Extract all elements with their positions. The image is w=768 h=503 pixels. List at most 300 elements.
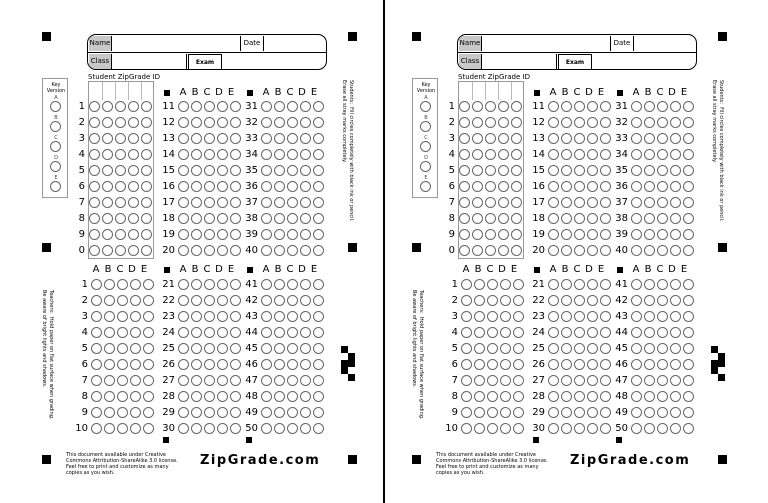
answer-bubble[interactable] bbox=[178, 359, 189, 370]
answer-bubble[interactable] bbox=[102, 245, 113, 256]
answer-bubble[interactable] bbox=[670, 375, 681, 386]
answer-bubble[interactable] bbox=[191, 101, 202, 112]
answer-bubble[interactable] bbox=[561, 311, 572, 322]
answer-bubble[interactable] bbox=[500, 375, 511, 386]
answer-bubble[interactable] bbox=[657, 343, 668, 354]
answer-bubble[interactable] bbox=[313, 181, 324, 192]
answer-bubble[interactable] bbox=[683, 165, 694, 176]
answer-bubble[interactable] bbox=[141, 245, 152, 256]
answer-bubble[interactable] bbox=[89, 229, 100, 240]
answer-bubble[interactable] bbox=[115, 181, 126, 192]
answer-bubble[interactable] bbox=[313, 165, 324, 176]
answer-bubble[interactable] bbox=[683, 423, 694, 434]
answer-bubble[interactable] bbox=[657, 213, 668, 224]
answer-bubble[interactable] bbox=[217, 391, 228, 402]
answer-bubble[interactable] bbox=[217, 279, 228, 290]
answer-bubble[interactable] bbox=[487, 423, 498, 434]
answer-bubble[interactable] bbox=[548, 245, 559, 256]
answer-bubble[interactable] bbox=[644, 101, 655, 112]
answer-bubble[interactable] bbox=[498, 213, 509, 224]
answer-bubble[interactable] bbox=[511, 117, 522, 128]
answer-bubble[interactable] bbox=[511, 101, 522, 112]
answer-bubble[interactable] bbox=[461, 343, 472, 354]
answer-bubble[interactable] bbox=[274, 327, 285, 338]
answer-bubble[interactable] bbox=[141, 117, 152, 128]
answer-bubble[interactable] bbox=[574, 229, 585, 240]
answer-bubble[interactable] bbox=[117, 327, 128, 338]
answer-bubble[interactable] bbox=[178, 117, 189, 128]
answer-bubble[interactable] bbox=[261, 391, 272, 402]
answer-bubble[interactable] bbox=[574, 245, 585, 256]
answer-bubble[interactable] bbox=[91, 327, 102, 338]
answer-bubble[interactable] bbox=[102, 149, 113, 160]
answer-bubble[interactable] bbox=[574, 407, 585, 418]
answer-bubble[interactable] bbox=[461, 327, 472, 338]
answer-bubble[interactable] bbox=[130, 391, 141, 402]
answer-bubble[interactable] bbox=[474, 407, 485, 418]
answer-bubble[interactable] bbox=[631, 197, 642, 208]
answer-bubble[interactable] bbox=[117, 359, 128, 370]
answer-bubble[interactable] bbox=[115, 117, 126, 128]
answer-bubble[interactable] bbox=[498, 133, 509, 144]
answer-bubble[interactable] bbox=[141, 181, 152, 192]
answer-bubble[interactable] bbox=[472, 181, 483, 192]
answer-bubble[interactable] bbox=[574, 279, 585, 290]
answer-bubble[interactable] bbox=[115, 245, 126, 256]
answer-bubble[interactable] bbox=[91, 311, 102, 322]
answer-bubble[interactable] bbox=[574, 101, 585, 112]
answer-bubble[interactable] bbox=[261, 181, 272, 192]
answer-bubble[interactable] bbox=[631, 165, 642, 176]
answer-bubble[interactable] bbox=[217, 359, 228, 370]
answer-bubble[interactable] bbox=[274, 213, 285, 224]
answer-bubble[interactable] bbox=[461, 311, 472, 322]
answer-bubble[interactable] bbox=[631, 181, 642, 192]
answer-bubble[interactable] bbox=[191, 149, 202, 160]
answer-bubble[interactable] bbox=[191, 375, 202, 386]
answer-bubble[interactable] bbox=[474, 343, 485, 354]
answer-bubble[interactable] bbox=[631, 149, 642, 160]
answer-bubble[interactable] bbox=[474, 295, 485, 306]
answer-bubble[interactable] bbox=[683, 327, 694, 338]
answer-bubble[interactable] bbox=[274, 423, 285, 434]
answer-bubble[interactable] bbox=[191, 327, 202, 338]
answer-bubble[interactable] bbox=[548, 407, 559, 418]
answer-bubble[interactable] bbox=[461, 375, 472, 386]
answer-bubble[interactable] bbox=[115, 229, 126, 240]
answer-bubble[interactable] bbox=[204, 359, 215, 370]
answer-bubble[interactable] bbox=[104, 423, 115, 434]
answer-bubble[interactable] bbox=[461, 407, 472, 418]
answer-bubble[interactable] bbox=[631, 407, 642, 418]
answer-bubble[interactable] bbox=[191, 295, 202, 306]
answer-bubble[interactable] bbox=[143, 423, 154, 434]
answer-bubble[interactable] bbox=[574, 165, 585, 176]
answer-bubble[interactable] bbox=[300, 133, 311, 144]
answer-bubble[interactable] bbox=[683, 149, 694, 160]
answer-bubble[interactable] bbox=[548, 359, 559, 370]
answer-bubble[interactable] bbox=[644, 391, 655, 402]
answer-bubble[interactable] bbox=[683, 117, 694, 128]
answer-bubble[interactable] bbox=[498, 197, 509, 208]
answer-bubble[interactable] bbox=[683, 343, 694, 354]
answer-bubble[interactable] bbox=[261, 229, 272, 240]
answer-bubble[interactable] bbox=[274, 295, 285, 306]
answer-bubble[interactable] bbox=[261, 197, 272, 208]
answer-bubble[interactable] bbox=[300, 165, 311, 176]
answer-bubble[interactable] bbox=[191, 279, 202, 290]
answer-bubble[interactable] bbox=[461, 391, 472, 402]
answer-bubble[interactable] bbox=[287, 245, 298, 256]
answer-bubble[interactable] bbox=[472, 197, 483, 208]
answer-bubble[interactable] bbox=[261, 149, 272, 160]
answer-bubble[interactable] bbox=[313, 229, 324, 240]
answer-bubble[interactable] bbox=[91, 375, 102, 386]
answer-bubble[interactable] bbox=[191, 359, 202, 370]
answer-bubble[interactable] bbox=[130, 327, 141, 338]
answer-bubble[interactable] bbox=[472, 213, 483, 224]
answer-bubble[interactable] bbox=[574, 359, 585, 370]
answer-bubble[interactable] bbox=[274, 391, 285, 402]
answer-bubble[interactable] bbox=[128, 133, 139, 144]
answer-bubble[interactable] bbox=[587, 245, 598, 256]
answer-bubble[interactable] bbox=[561, 117, 572, 128]
answer-bubble[interactable] bbox=[561, 295, 572, 306]
answer-bubble[interactable] bbox=[178, 133, 189, 144]
answer-bubble[interactable] bbox=[204, 295, 215, 306]
answer-bubble[interactable] bbox=[217, 181, 228, 192]
answer-bubble[interactable] bbox=[91, 279, 102, 290]
answer-bubble[interactable] bbox=[574, 213, 585, 224]
answer-bubble[interactable] bbox=[561, 375, 572, 386]
answer-bubble[interactable] bbox=[300, 343, 311, 354]
answer-bubble[interactable] bbox=[644, 133, 655, 144]
answer-bubble[interactable] bbox=[657, 117, 668, 128]
answer-bubble[interactable] bbox=[548, 279, 559, 290]
answer-bubble[interactable] bbox=[631, 359, 642, 370]
answer-bubble[interactable] bbox=[102, 101, 113, 112]
key-version-bubble[interactable] bbox=[420, 161, 431, 172]
answer-bubble[interactable] bbox=[644, 407, 655, 418]
answer-bubble[interactable] bbox=[104, 375, 115, 386]
answer-bubble[interactable] bbox=[102, 181, 113, 192]
answer-bubble[interactable] bbox=[274, 279, 285, 290]
key-version-bubble[interactable] bbox=[50, 121, 61, 132]
answer-bubble[interactable] bbox=[548, 197, 559, 208]
answer-bubble[interactable] bbox=[91, 359, 102, 370]
answer-bubble[interactable] bbox=[561, 407, 572, 418]
answer-bubble[interactable] bbox=[644, 117, 655, 128]
answer-bubble[interactable] bbox=[300, 101, 311, 112]
answer-bubble[interactable] bbox=[104, 279, 115, 290]
answer-bubble[interactable] bbox=[143, 311, 154, 322]
answer-bubble[interactable] bbox=[561, 149, 572, 160]
answer-bubble[interactable] bbox=[670, 213, 681, 224]
answer-bubble[interactable] bbox=[487, 407, 498, 418]
answer-bubble[interactable] bbox=[115, 213, 126, 224]
answer-bubble[interactable] bbox=[287, 165, 298, 176]
answer-bubble[interactable] bbox=[217, 229, 228, 240]
answer-bubble[interactable] bbox=[657, 327, 668, 338]
answer-bubble[interactable] bbox=[513, 295, 524, 306]
answer-bubble[interactable] bbox=[130, 343, 141, 354]
answer-bubble[interactable] bbox=[191, 311, 202, 322]
answer-bubble[interactable] bbox=[178, 213, 189, 224]
answer-bubble[interactable] bbox=[274, 181, 285, 192]
answer-bubble[interactable] bbox=[561, 133, 572, 144]
answer-bubble[interactable] bbox=[548, 133, 559, 144]
answer-bubble[interactable] bbox=[102, 229, 113, 240]
answer-bubble[interactable] bbox=[287, 359, 298, 370]
answer-bubble[interactable] bbox=[217, 149, 228, 160]
answer-bubble[interactable] bbox=[217, 213, 228, 224]
answer-bubble[interactable] bbox=[178, 101, 189, 112]
answer-bubble[interactable] bbox=[587, 101, 598, 112]
answer-bubble[interactable] bbox=[500, 391, 511, 402]
answer-bubble[interactable] bbox=[587, 197, 598, 208]
answer-bubble[interactable] bbox=[217, 197, 228, 208]
answer-bubble[interactable] bbox=[130, 359, 141, 370]
answer-bubble[interactable] bbox=[574, 149, 585, 160]
answer-bubble[interactable] bbox=[587, 213, 598, 224]
answer-bubble[interactable] bbox=[91, 343, 102, 354]
answer-bubble[interactable] bbox=[178, 245, 189, 256]
answer-bubble[interactable] bbox=[130, 423, 141, 434]
answer-bubble[interactable] bbox=[91, 295, 102, 306]
answer-bubble[interactable] bbox=[574, 181, 585, 192]
answer-bubble[interactable] bbox=[657, 375, 668, 386]
answer-bubble[interactable] bbox=[548, 181, 559, 192]
answer-bubble[interactable] bbox=[657, 149, 668, 160]
answer-bubble[interactable] bbox=[287, 101, 298, 112]
answer-bubble[interactable] bbox=[313, 213, 324, 224]
answer-bubble[interactable] bbox=[683, 391, 694, 402]
key-version-bubble[interactable] bbox=[420, 141, 431, 152]
answer-bubble[interactable] bbox=[143, 343, 154, 354]
answer-bubble[interactable] bbox=[143, 279, 154, 290]
answer-bubble[interactable] bbox=[511, 229, 522, 240]
answer-bubble[interactable] bbox=[644, 165, 655, 176]
answer-bubble[interactable] bbox=[274, 117, 285, 128]
answer-bubble[interactable] bbox=[670, 133, 681, 144]
answer-bubble[interactable] bbox=[670, 311, 681, 322]
answer-bubble[interactable] bbox=[178, 149, 189, 160]
answer-bubble[interactable] bbox=[102, 213, 113, 224]
answer-bubble[interactable] bbox=[485, 197, 496, 208]
answer-bubble[interactable] bbox=[631, 327, 642, 338]
answer-bubble[interactable] bbox=[274, 101, 285, 112]
answer-bubble[interactable] bbox=[548, 423, 559, 434]
answer-bubble[interactable] bbox=[313, 391, 324, 402]
answer-bubble[interactable] bbox=[670, 407, 681, 418]
answer-bubble[interactable] bbox=[217, 423, 228, 434]
answer-bubble[interactable] bbox=[670, 165, 681, 176]
answer-bubble[interactable] bbox=[498, 149, 509, 160]
answer-bubble[interactable] bbox=[485, 133, 496, 144]
answer-bubble[interactable] bbox=[178, 181, 189, 192]
answer-bubble[interactable] bbox=[644, 311, 655, 322]
answer-bubble[interactable] bbox=[274, 245, 285, 256]
answer-bubble[interactable] bbox=[117, 423, 128, 434]
answer-bubble[interactable] bbox=[574, 343, 585, 354]
answer-bubble[interactable] bbox=[561, 101, 572, 112]
answer-bubble[interactable] bbox=[548, 213, 559, 224]
answer-bubble[interactable] bbox=[574, 295, 585, 306]
answer-bubble[interactable] bbox=[474, 391, 485, 402]
answer-bubble[interactable] bbox=[670, 117, 681, 128]
answer-bubble[interactable] bbox=[683, 181, 694, 192]
answer-bubble[interactable] bbox=[511, 213, 522, 224]
answer-bubble[interactable] bbox=[459, 101, 470, 112]
answer-bubble[interactable] bbox=[102, 165, 113, 176]
answer-bubble[interactable] bbox=[300, 197, 311, 208]
answer-bubble[interactable] bbox=[204, 117, 215, 128]
answer-bubble[interactable] bbox=[548, 295, 559, 306]
answer-bubble[interactable] bbox=[287, 213, 298, 224]
answer-bubble[interactable] bbox=[683, 229, 694, 240]
key-version-bubble[interactable] bbox=[50, 161, 61, 172]
answer-bubble[interactable] bbox=[587, 343, 598, 354]
answer-bubble[interactable] bbox=[141, 149, 152, 160]
answer-bubble[interactable] bbox=[574, 311, 585, 322]
answer-bubble[interactable] bbox=[511, 245, 522, 256]
answer-bubble[interactable] bbox=[683, 311, 694, 322]
answer-bubble[interactable] bbox=[313, 197, 324, 208]
answer-bubble[interactable] bbox=[178, 327, 189, 338]
answer-bubble[interactable] bbox=[644, 375, 655, 386]
answer-bubble[interactable] bbox=[89, 149, 100, 160]
answer-bubble[interactable] bbox=[261, 423, 272, 434]
answer-bubble[interactable] bbox=[683, 133, 694, 144]
answer-bubble[interactable] bbox=[89, 245, 100, 256]
answer-bubble[interactable] bbox=[287, 311, 298, 322]
answer-bubble[interactable] bbox=[191, 181, 202, 192]
answer-bubble[interactable] bbox=[313, 311, 324, 322]
answer-bubble[interactable] bbox=[287, 295, 298, 306]
answer-bubble[interactable] bbox=[644, 245, 655, 256]
answer-bubble[interactable] bbox=[143, 391, 154, 402]
answer-bubble[interactable] bbox=[313, 343, 324, 354]
answer-bubble[interactable] bbox=[511, 197, 522, 208]
answer-bubble[interactable] bbox=[287, 391, 298, 402]
answer-bubble[interactable] bbox=[670, 101, 681, 112]
answer-bubble[interactable] bbox=[313, 133, 324, 144]
answer-bubble[interactable] bbox=[191, 117, 202, 128]
answer-bubble[interactable] bbox=[548, 327, 559, 338]
answer-bubble[interactable] bbox=[631, 229, 642, 240]
answer-bubble[interactable] bbox=[644, 295, 655, 306]
answer-bubble[interactable] bbox=[300, 245, 311, 256]
answer-bubble[interactable] bbox=[587, 311, 598, 322]
answer-bubble[interactable] bbox=[657, 101, 668, 112]
answer-bubble[interactable] bbox=[117, 391, 128, 402]
answer-bubble[interactable] bbox=[274, 375, 285, 386]
answer-bubble[interactable] bbox=[644, 359, 655, 370]
answer-bubble[interactable] bbox=[683, 375, 694, 386]
answer-bubble[interactable] bbox=[274, 149, 285, 160]
answer-bubble[interactable] bbox=[204, 245, 215, 256]
answer-bubble[interactable] bbox=[91, 407, 102, 418]
answer-bubble[interactable] bbox=[487, 375, 498, 386]
answer-bubble[interactable] bbox=[128, 229, 139, 240]
answer-bubble[interactable] bbox=[631, 101, 642, 112]
answer-bubble[interactable] bbox=[574, 197, 585, 208]
answer-bubble[interactable] bbox=[513, 359, 524, 370]
answer-bubble[interactable] bbox=[548, 375, 559, 386]
answer-bubble[interactable] bbox=[498, 229, 509, 240]
answer-bubble[interactable] bbox=[657, 245, 668, 256]
answer-bubble[interactable] bbox=[128, 245, 139, 256]
answer-bubble[interactable] bbox=[500, 311, 511, 322]
answer-bubble[interactable] bbox=[191, 213, 202, 224]
answer-bubble[interactable] bbox=[104, 391, 115, 402]
answer-bubble[interactable] bbox=[657, 391, 668, 402]
answer-bubble[interactable] bbox=[485, 229, 496, 240]
answer-bubble[interactable] bbox=[561, 197, 572, 208]
answer-bubble[interactable] bbox=[104, 407, 115, 418]
answer-bubble[interactable] bbox=[141, 213, 152, 224]
answer-bubble[interactable] bbox=[287, 133, 298, 144]
answer-bubble[interactable] bbox=[657, 133, 668, 144]
answer-bubble[interactable] bbox=[474, 279, 485, 290]
answer-bubble[interactable] bbox=[287, 117, 298, 128]
answer-bubble[interactable] bbox=[141, 101, 152, 112]
answer-bubble[interactable] bbox=[300, 359, 311, 370]
answer-bubble[interactable] bbox=[487, 279, 498, 290]
answer-bubble[interactable] bbox=[631, 245, 642, 256]
answer-bubble[interactable] bbox=[217, 117, 228, 128]
answer-bubble[interactable] bbox=[587, 149, 598, 160]
answer-bubble[interactable] bbox=[513, 343, 524, 354]
answer-bubble[interactable] bbox=[644, 423, 655, 434]
answer-bubble[interactable] bbox=[670, 149, 681, 160]
answer-bubble[interactable] bbox=[683, 213, 694, 224]
answer-bubble[interactable] bbox=[300, 213, 311, 224]
answer-bubble[interactable] bbox=[472, 117, 483, 128]
answer-bubble[interactable] bbox=[274, 311, 285, 322]
answer-bubble[interactable] bbox=[261, 407, 272, 418]
answer-bubble[interactable] bbox=[261, 213, 272, 224]
answer-bubble[interactable] bbox=[472, 101, 483, 112]
answer-bubble[interactable] bbox=[287, 423, 298, 434]
answer-bubble[interactable] bbox=[670, 295, 681, 306]
answer-bubble[interactable] bbox=[102, 133, 113, 144]
key-version-bubble[interactable] bbox=[420, 121, 431, 132]
answer-bubble[interactable] bbox=[115, 165, 126, 176]
answer-bubble[interactable] bbox=[300, 327, 311, 338]
answer-bubble[interactable] bbox=[204, 213, 215, 224]
answer-bubble[interactable] bbox=[498, 165, 509, 176]
answer-bubble[interactable] bbox=[561, 343, 572, 354]
answer-bubble[interactable] bbox=[191, 229, 202, 240]
answer-bubble[interactable] bbox=[461, 359, 472, 370]
answer-bubble[interactable] bbox=[89, 165, 100, 176]
answer-bubble[interactable] bbox=[574, 391, 585, 402]
answer-bubble[interactable] bbox=[261, 279, 272, 290]
answer-bubble[interactable] bbox=[204, 343, 215, 354]
answer-bubble[interactable] bbox=[474, 311, 485, 322]
answer-bubble[interactable] bbox=[261, 375, 272, 386]
answer-bubble[interactable] bbox=[511, 165, 522, 176]
answer-bubble[interactable] bbox=[217, 133, 228, 144]
answer-bubble[interactable] bbox=[204, 311, 215, 322]
answer-bubble[interactable] bbox=[300, 279, 311, 290]
answer-bubble[interactable] bbox=[117, 295, 128, 306]
answer-bubble[interactable] bbox=[128, 181, 139, 192]
answer-bubble[interactable] bbox=[548, 117, 559, 128]
key-version-bubble[interactable] bbox=[50, 181, 61, 192]
answer-bubble[interactable] bbox=[498, 101, 509, 112]
